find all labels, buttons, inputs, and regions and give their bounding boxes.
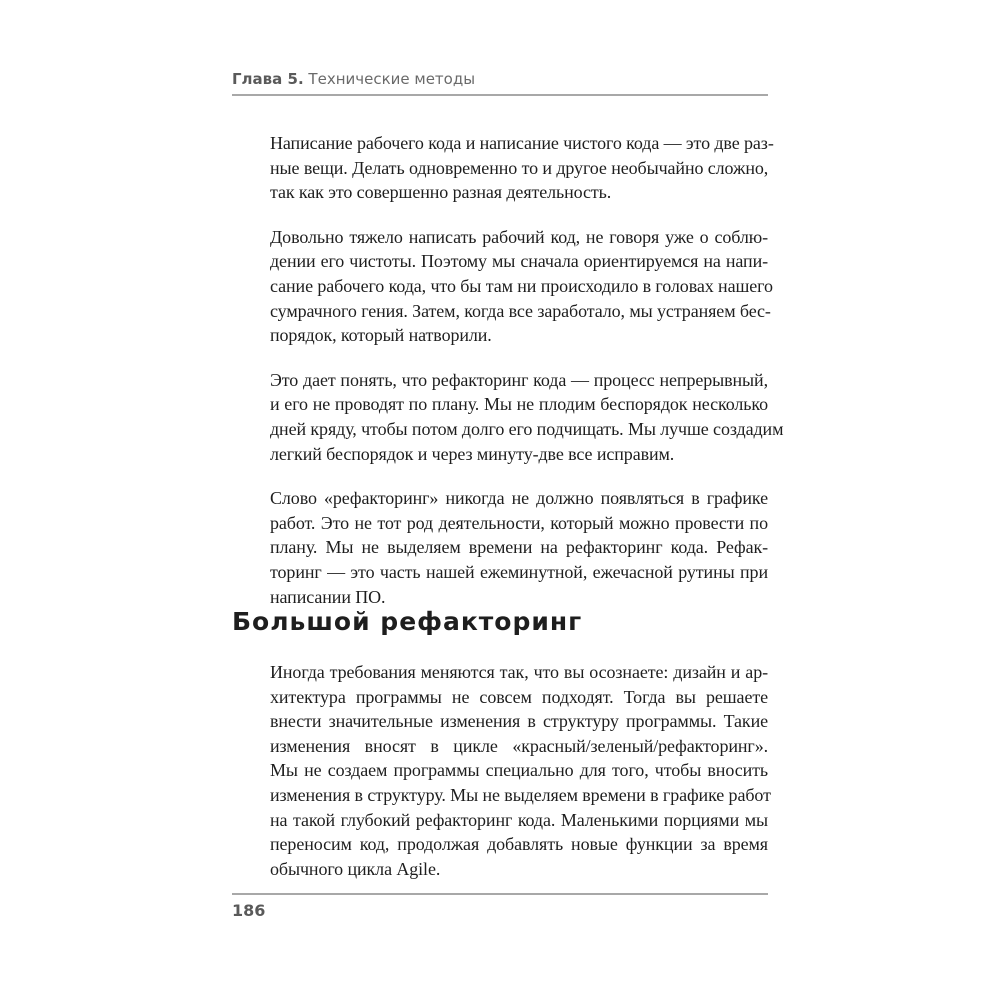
- text-line: на такой глубокий рефакторинг кода. Маленькими порциями мы: [270, 809, 768, 830]
- running-head: [232, 70, 768, 88]
- text-line: написании ПО.: [270, 586, 386, 607]
- text-line: дении его чистоты. Поэтому мы сначала ориентируемся на напи-: [270, 251, 768, 272]
- chapter-title: Технические методы: [308, 70, 476, 88]
- text-line: Мы не создаем программы специально для того, чтобы вносить: [270, 760, 768, 781]
- paragraph-gap: [270, 348, 768, 368]
- text-line: Довольно тяжело написать рабочий код, не говоря уже о соблю-: [270, 226, 768, 247]
- text-line: так как это совершенно разная деятельность.: [270, 182, 612, 203]
- header-rule: [232, 94, 768, 96]
- text-line: ные вещи. Делать одновременно то и другое необычайно сложно,: [270, 157, 769, 178]
- text-line: обычного цикла Agile.: [270, 858, 441, 879]
- paragraph: [270, 368, 784, 466]
- text-line: дней кряду, чтобы потом долго его подчищать. Мы лучше создадим: [270, 418, 784, 439]
- footer-rule: [232, 893, 768, 895]
- paragraph: [270, 486, 768, 609]
- text-line: легкий беспорядок и через минуту-две все исправим.: [270, 443, 675, 464]
- body-text-after-heading: [270, 660, 771, 881]
- text-line: переносим код, продолжая добавлять новые функции за время: [270, 834, 768, 855]
- text-line: хитектура программы не совсем подходят. Тогда вы решаете: [270, 686, 768, 707]
- text-line: работ. Это не тот род деятельности, который можно провести по: [270, 512, 768, 533]
- paragraph: [270, 225, 773, 348]
- text-line: Написание рабочего кода и написание чистого кода — это две раз-: [270, 133, 774, 153]
- text-line: и его не проводят по плану. Мы не плодим беспорядок несколько: [270, 394, 768, 415]
- text-line: торинг — это часть нашей ежеминутной, ежечасной рутины при: [270, 561, 768, 582]
- paragraph-gap: [270, 205, 768, 225]
- page-number: 186: [232, 901, 266, 920]
- text-line: сание рабочего кода, что бы там ни происходило в головах нашего: [270, 275, 773, 296]
- paragraph: [270, 660, 771, 881]
- text-line: сумрачного гения. Затем, когда все заработало, мы устраняем бес-: [270, 300, 771, 321]
- text-line: Слово «рефакторинг» никогда не должно появляться в графике: [270, 488, 768, 509]
- body-text-before-heading: [270, 131, 784, 609]
- text-line: Иногда требования меняются так, что вы осознаете: дизайн и ар-: [270, 662, 768, 682]
- text-line: порядок, который натворили.: [270, 325, 492, 346]
- text-line: внести значительные изменения в структуру программы. Такие: [270, 711, 768, 732]
- chapter-label: Глава 5.: [232, 70, 304, 88]
- text-line: плану. Мы не выделяем времени на рефакторинг кода. Рефак-: [270, 537, 768, 558]
- text-line: изменения в структуру. Мы не выделяем времени в графике работ: [270, 784, 771, 805]
- section-heading: Большой рефакторинг: [232, 607, 583, 636]
- paragraph-gap: [270, 466, 768, 486]
- text-line: изменения вносят в цикле «красный/зеленый/рефакторинг».: [270, 735, 768, 756]
- paragraph: [270, 131, 774, 205]
- text-line: Это дает понять, что рефакторинг кода — процесс непрерывный,: [270, 369, 768, 390]
